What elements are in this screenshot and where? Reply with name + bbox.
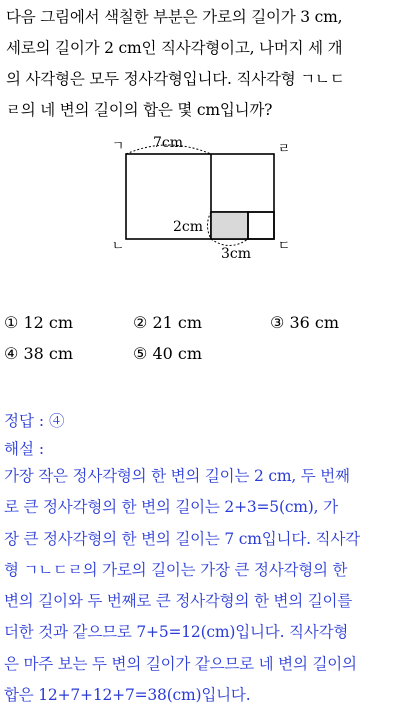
explanation-line: 변의 길이와 두 번째로 큰 정사각형의 한 변의 길이를 (4, 592, 353, 611)
rectangle-figure (0, 130, 400, 265)
explanation-line: 형 ㄱㄴㄷㄹ의 가로의 길이는 가장 큰 정사각형의 한 (4, 560, 348, 579)
choice-3[interactable] (270, 313, 339, 332)
choice-2[interactable] (133, 313, 202, 332)
corner-label-top-right: ㄹ (277, 142, 291, 157)
corner-label-top-left: ㄱ (111, 139, 125, 154)
explanation-line: 장 큰 정사각형의 한 변의 길이는 7 cm입니다. 직사각 (4, 529, 360, 548)
choice-marker: ⑤ (133, 344, 148, 363)
answer-label: 정답 : ④ (4, 412, 65, 430)
explanation-line: 더한 것과 같으므로 7+5=12(cm)입니다. 직사각형 (4, 623, 349, 642)
choice-5[interactable] (133, 344, 202, 363)
choice-value: 36 cm (289, 313, 340, 332)
bottom-dimension-arc (211, 239, 248, 246)
choice-marker: ① (4, 313, 19, 332)
question-line: ㄹ의 네 변의 길이의 합은 몇 cm입니까? (6, 101, 273, 119)
explanation-title: 해설 : (4, 440, 45, 458)
question-line: 세로의 길이가 2 cm인 직사각형이고, 나머지 세 개 (6, 39, 343, 57)
choice-marker: ④ (4, 344, 19, 363)
explanation-line: 합은 12+7+12+7=38(cm)입니다. (4, 686, 251, 705)
corner-label-bottom-left: ㄴ (111, 239, 125, 254)
left-dimension-label: 2cm (172, 219, 204, 235)
explanation-text (4, 461, 396, 711)
bottom-dimension-label: 3cm (220, 246, 252, 262)
explanation-line: 로 큰 정사각형의 한 변의 길이는 2+3=5(cm), 가 (4, 498, 338, 517)
choice-value: 21 cm (152, 313, 203, 332)
explanation-line: 가장 작은 정사각형의 한 변의 길이는 2 cm, 두 번째 (4, 467, 350, 485)
choice-value: 38 cm (23, 344, 74, 363)
question-line: 의 사각형은 모두 정사각형입니다. 직사각형 ㄱㄴㄷ (6, 70, 345, 88)
choice-value: 40 cm (152, 344, 203, 363)
shaded-rectangle (211, 212, 248, 239)
question-line: 다음 그림에서 색칠한 부분은 가로의 길이가 3 cm, (6, 8, 343, 26)
top-dimension-label: 7cm (152, 135, 184, 151)
choice-marker: ③ (270, 313, 285, 332)
choice-1[interactable] (4, 313, 73, 332)
question-text (6, 2, 396, 126)
corner-label-bottom-right: ㄷ (277, 239, 291, 254)
choice-4[interactable] (4, 344, 73, 363)
choice-marker: ② (133, 313, 148, 332)
explanation-line: 은 마주 보는 두 변의 길이가 같으므로 네 변의 길이의 (4, 654, 357, 673)
choice-value: 12 cm (23, 313, 74, 332)
smallest-square (248, 212, 274, 239)
